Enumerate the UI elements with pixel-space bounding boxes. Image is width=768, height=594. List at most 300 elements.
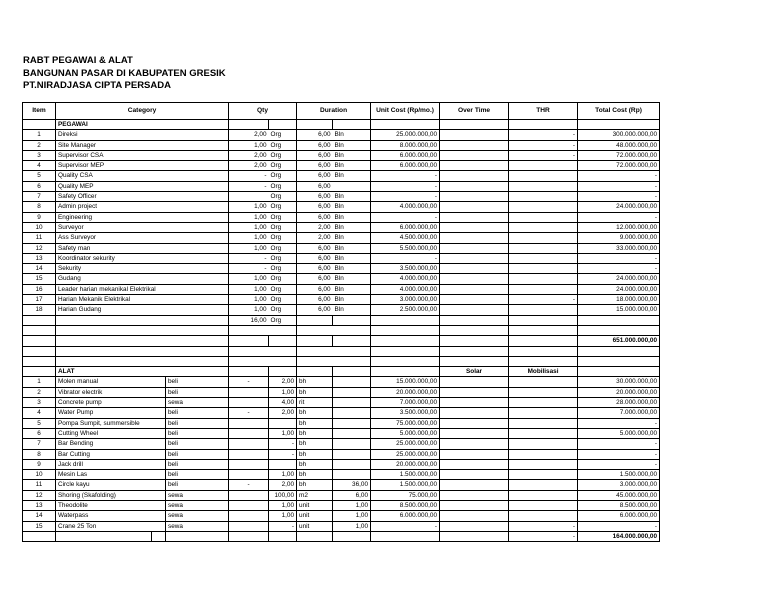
total-cost: - (578, 521, 660, 531)
header-thr: THR (509, 103, 578, 120)
qty-unit-cell (269, 325, 297, 335)
table-row (23, 439, 660, 449)
unit-cost: - (371, 253, 440, 263)
table-row (23, 264, 660, 274)
duration-value: 6,00 (297, 150, 333, 160)
qty-unit: Org (269, 150, 297, 160)
total-cost: - (578, 171, 660, 181)
qty-value (229, 192, 269, 202)
unit-cost: 2.500.000,00 (371, 305, 440, 315)
item-number: 5 (23, 171, 56, 181)
equipment-spacer (152, 449, 166, 459)
solar (440, 500, 509, 510)
duration-value: 6,00 (297, 305, 333, 315)
table-row (23, 161, 660, 171)
empty-cell (333, 315, 371, 325)
unit-cost: - (371, 192, 440, 202)
duration-unit: Bln (333, 284, 371, 294)
equipment-spacer (152, 387, 166, 397)
overtime-cell (440, 346, 509, 356)
thr (509, 305, 578, 315)
qty-unit: Org (269, 130, 297, 140)
solar-label: Solar (440, 367, 509, 377)
solar (440, 511, 509, 521)
empty-cell (371, 367, 440, 377)
total-cost: 33.000.000,00 (578, 243, 660, 253)
pegawai-section-row (23, 120, 660, 130)
qty-value: - (229, 264, 269, 274)
qty-b: 1,00 (269, 511, 297, 521)
item-cell (23, 120, 56, 130)
table-row (23, 192, 660, 202)
mobilisasi (509, 470, 578, 480)
category-name: Supervisor CSA (56, 150, 229, 160)
item-number: 5 (23, 418, 56, 428)
empty-cell (269, 367, 297, 377)
qty-a (229, 470, 269, 480)
equipment-spacer (152, 470, 166, 480)
duration-unit: Bln (333, 150, 371, 160)
qty-b: 2,00 (269, 377, 297, 387)
title-line-1: RABT PEGAWAI & ALAT (23, 55, 133, 66)
unit: m2 (297, 490, 333, 500)
table-row (23, 171, 660, 181)
total-cost: - (578, 449, 660, 459)
empty-cell (229, 367, 269, 377)
duration-value: 6,00 (297, 212, 333, 222)
total-cost: 7.000.000,00 (578, 408, 660, 418)
thr (509, 181, 578, 191)
table-row (23, 377, 660, 387)
acquisition-type: sewa (166, 398, 229, 408)
final-mobilisasi: - (509, 531, 578, 541)
equipment-name: Crane 25 Ton (56, 521, 152, 531)
qty-a: - (229, 408, 269, 418)
total-cost: 45.000.000,00 (578, 490, 660, 500)
thr: - (509, 130, 578, 140)
qty-unit: Org (269, 305, 297, 315)
qty-cell (229, 325, 269, 335)
overtime (440, 130, 509, 140)
qty-value: 1,00 (229, 212, 269, 222)
factor: 1,00 (333, 521, 371, 531)
duration-value: 6,00 (297, 130, 333, 140)
duration-value: 6,00 (297, 243, 333, 253)
qty-value: 1,00 (229, 243, 269, 253)
category-cell (56, 356, 229, 366)
total-cost: 1.500.000,00 (578, 470, 660, 480)
item-number: 14 (23, 264, 56, 274)
qty-value: - (229, 181, 269, 191)
qty-b: - (269, 521, 297, 531)
budget-table (22, 102, 660, 542)
category-cell (56, 315, 229, 325)
overtime (440, 233, 509, 243)
item-number: 1 (23, 130, 56, 140)
overtime (440, 284, 509, 294)
empty-cell (166, 531, 229, 541)
solar (440, 418, 509, 428)
total-cost: 72.000.000,00 (578, 161, 660, 171)
unit-cost: - (371, 212, 440, 222)
mobilisasi (509, 418, 578, 428)
duration-unit: Bln (333, 171, 371, 181)
category-name: Admin project (56, 202, 229, 212)
equipment-name: Molen manual (56, 377, 152, 387)
item-number: 11 (23, 480, 56, 490)
thr (509, 253, 578, 263)
qty-b: - (269, 449, 297, 459)
item-number: 8 (23, 449, 56, 459)
factor (333, 398, 371, 408)
duration-unit: Bln (333, 161, 371, 171)
empty-cell (333, 531, 371, 541)
mobilisasi (509, 439, 578, 449)
empty-cell (440, 336, 509, 346)
factor (333, 418, 371, 428)
mobilisasi (509, 511, 578, 521)
solar (440, 377, 509, 387)
table-row (23, 233, 660, 243)
table-row (23, 243, 660, 253)
unit: unit (297, 500, 333, 510)
equipment-name: Theodolite (56, 500, 152, 510)
total-cost: 28.000.000,00 (578, 398, 660, 408)
qty-value: 1,00 (229, 305, 269, 315)
total-cost: 72.000.000,00 (578, 150, 660, 160)
empty-cell (229, 336, 269, 346)
unit-cost: 20.000.000,00 (371, 459, 440, 469)
duration-cell (297, 325, 333, 335)
empty-cell (297, 367, 333, 377)
title-line-3: PT.NIRADJASA CIPTA PERSADA (23, 80, 171, 91)
qty-unit: Org (269, 181, 297, 191)
qty-unit: Org (269, 253, 297, 263)
overtime (440, 274, 509, 284)
equipment-name: Circle kayu (56, 480, 152, 490)
unit: unit (297, 511, 333, 521)
item-number: 2 (23, 387, 56, 397)
duration-cell (297, 346, 333, 356)
equipment-spacer (152, 480, 166, 490)
factor: 1,00 (333, 511, 371, 521)
category-name: Quality CSA (56, 171, 229, 181)
thr (509, 274, 578, 284)
total-cost: 24.000.000,00 (578, 274, 660, 284)
mobilisasi (509, 398, 578, 408)
qty-unit: Org (269, 192, 297, 202)
total-cost: - (578, 181, 660, 191)
total-cost: 8.500.000,00 (578, 500, 660, 510)
acquisition-type: beli (166, 470, 229, 480)
unit-cost: - (371, 521, 440, 531)
item-number: 8 (23, 202, 56, 212)
mobilisasi (509, 408, 578, 418)
item-number: 3 (23, 398, 56, 408)
unit: bh (297, 428, 333, 438)
total-cost: 3.000.000,00 (578, 480, 660, 490)
acquisition-type: beli (166, 459, 229, 469)
unit-cost: 25.000.000,00 (371, 449, 440, 459)
total-cost: - (578, 418, 660, 428)
unit-cost: 1.500.000,00 (371, 470, 440, 480)
thr: - (509, 295, 578, 305)
equipment-name: Concrete pump (56, 398, 152, 408)
table-row (23, 202, 660, 212)
duration-unit: Bln (333, 130, 371, 140)
mobilisasi (509, 377, 578, 387)
table-body (23, 103, 660, 542)
unit-cost: 6.000.000,00 (371, 511, 440, 521)
qty-unit: Org (269, 284, 297, 294)
unit-cost: - (371, 181, 440, 191)
solar (440, 470, 509, 480)
table-row (23, 500, 660, 510)
empty-cell (269, 531, 297, 541)
mobilisasi (509, 500, 578, 510)
empty-cell (333, 120, 371, 130)
unit-cost: 3.000.000,00 (371, 295, 440, 305)
header-overtime: Over Time (440, 103, 509, 120)
total-cost: - (578, 192, 660, 202)
mobilisasi (509, 459, 578, 469)
empty-cell (297, 531, 333, 541)
total-cost: - (578, 253, 660, 263)
equipment-name: Pompa Sumpit, summersible (56, 418, 152, 428)
table-row (23, 130, 660, 140)
qty-b: 1,00 (269, 387, 297, 397)
qty-unit: Org (269, 202, 297, 212)
unit: bh (297, 480, 333, 490)
duration-unit: Bln (333, 305, 371, 315)
duration-value: 2,00 (297, 222, 333, 232)
item-number: 17 (23, 295, 56, 305)
empty-cell (333, 336, 371, 346)
category-name: Safety Officer (56, 192, 229, 202)
thr: - (509, 140, 578, 150)
mobilisasi (509, 428, 578, 438)
duration-value: 6,00 (297, 202, 333, 212)
solar (440, 387, 509, 397)
qty-a (229, 418, 269, 428)
qty-unit: Org (269, 222, 297, 232)
duration-unit: Bln (333, 212, 371, 222)
qty-a (229, 511, 269, 521)
total-cost: - (578, 212, 660, 222)
thr: - (509, 150, 578, 160)
acquisition-type: beli (166, 428, 229, 438)
qty-a (229, 449, 269, 459)
qty-value: - (229, 253, 269, 263)
unit-cost: 4.000.000,00 (371, 202, 440, 212)
item-number: 10 (23, 470, 56, 480)
thr-cell (509, 356, 578, 366)
duration-value: 6,00 (297, 161, 333, 171)
item-number: 1 (23, 377, 56, 387)
item-number: 7 (23, 192, 56, 202)
category-name: Engineering (56, 212, 229, 222)
overtime (440, 150, 509, 160)
qty-unit: Org (269, 295, 297, 305)
item-number: 4 (23, 408, 56, 418)
qty-value: 1,00 (229, 274, 269, 284)
qty-value: 2,00 (229, 150, 269, 160)
unit-cost-cell (371, 346, 440, 356)
duration-cell (297, 356, 333, 366)
unit-cost: 4.000.000,00 (371, 274, 440, 284)
item-cell (23, 336, 56, 346)
pegawai-qty-total-row (23, 315, 660, 325)
item-cell (23, 325, 56, 335)
overtime (440, 295, 509, 305)
overtime (440, 140, 509, 150)
equipment-spacer (152, 521, 166, 531)
qty-a (229, 500, 269, 510)
header-unit-cost: Unit Cost (Rp/mo.) (371, 103, 440, 120)
table-row (23, 408, 660, 418)
empty-cell (371, 120, 440, 130)
unit-cost: 6.000.000,00 (371, 161, 440, 171)
mobilisasi (509, 490, 578, 500)
qty-b: 1,00 (269, 500, 297, 510)
acquisition-type: beli (166, 480, 229, 490)
overtime (440, 181, 509, 191)
qty-value: 1,00 (229, 140, 269, 150)
category-name: Ass Surveyor (56, 233, 229, 243)
factor (333, 408, 371, 418)
acquisition-type: beli (166, 387, 229, 397)
factor (333, 428, 371, 438)
mobilisasi: - (509, 521, 578, 531)
category-name: Gudang (56, 274, 229, 284)
header-duration: Duration (297, 103, 371, 120)
solar (440, 408, 509, 418)
duration-value: 6,00 (297, 171, 333, 181)
duration-unit: Bln (333, 192, 371, 202)
factor: 6,00 (333, 490, 371, 500)
item-number: 12 (23, 243, 56, 253)
qty-unit: Org (269, 274, 297, 284)
unit-cost: 1.500.000,00 (371, 480, 440, 490)
duration-unit-cell (333, 325, 371, 335)
empty-cell (229, 120, 269, 130)
acquisition-type: beli (166, 377, 229, 387)
equipment-spacer (152, 439, 166, 449)
unit-cost: 75.000,00 (371, 490, 440, 500)
duration-value: 6,00 (297, 295, 333, 305)
category-name: Supervisor MEP (56, 161, 229, 171)
section-label-pegawai: PEGAWAI (56, 120, 229, 130)
empty-cell (371, 531, 440, 541)
duration-unit: Bln (333, 202, 371, 212)
qty-b (269, 418, 297, 428)
overtime (440, 212, 509, 222)
unit-cost: - (371, 171, 440, 181)
qty-a (229, 459, 269, 469)
header-item: Item (23, 103, 56, 120)
thr (509, 222, 578, 232)
duration-value: 2,00 (297, 233, 333, 243)
blank-row (23, 356, 660, 366)
qty-b: 100,00 (269, 490, 297, 500)
qty-a (229, 439, 269, 449)
acquisition-type: sewa (166, 500, 229, 510)
category-cell (56, 325, 229, 335)
duration-unit (333, 181, 371, 191)
item-number: 6 (23, 428, 56, 438)
table-row (23, 140, 660, 150)
item-cell (23, 531, 56, 541)
total-cost: 300.000.000,00 (578, 130, 660, 140)
category-name: Safety man (56, 243, 229, 253)
equipment-name: Jack drill (56, 459, 152, 469)
empty-cell (269, 120, 297, 130)
unit-cost: 8.500.000,00 (371, 500, 440, 510)
qty-unit: Org (269, 243, 297, 253)
solar (440, 449, 509, 459)
qty-value: 1,00 (229, 233, 269, 243)
unit-cost: 6.000.000,00 (371, 222, 440, 232)
unit-cost: 3.500.000,00 (371, 264, 440, 274)
total-cost: 5.000.000,00 (578, 428, 660, 438)
empty-cell (440, 531, 509, 541)
overtime (440, 243, 509, 253)
duration-value: 6,00 (297, 264, 333, 274)
empty-cell (297, 336, 333, 346)
duration-unit: Bln (333, 274, 371, 284)
equipment-spacer (152, 398, 166, 408)
category-cell (56, 531, 152, 541)
qty-b: 1,00 (269, 428, 297, 438)
thr (509, 264, 578, 274)
pegawai-grand-total-row (23, 336, 660, 346)
item-number: 14 (23, 511, 56, 521)
mobilisasi (509, 387, 578, 397)
category-name: Koordinator sekurity (56, 253, 229, 263)
acquisition-type: sewa (166, 490, 229, 500)
qty-unit-cell (269, 356, 297, 366)
thr (509, 202, 578, 212)
total-cell (578, 346, 660, 356)
total-cost: - (578, 439, 660, 449)
category-name: Leader harian mekanikal Elektrikal (56, 284, 229, 294)
category-name: Surveyor (56, 222, 229, 232)
table-row (23, 459, 660, 469)
blank-row (23, 346, 660, 356)
factor (333, 377, 371, 387)
table-row (23, 511, 660, 521)
pegawai-grand-total: 651.000.000,00 (578, 336, 660, 346)
factor (333, 439, 371, 449)
thr (509, 243, 578, 253)
header-total-cost: Total Cost (Rp) (578, 103, 660, 120)
equipment-spacer (152, 511, 166, 521)
item-number: 3 (23, 150, 56, 160)
unit: bh (297, 459, 333, 469)
total-cost: 6.000.000,00 (578, 511, 660, 521)
duration-unit: Bln (333, 295, 371, 305)
empty-cell (578, 120, 660, 130)
unit-cost: 25.000.000,00 (371, 439, 440, 449)
unit-cost-cell (371, 325, 440, 335)
table-row (23, 398, 660, 408)
unit: rit (297, 398, 333, 408)
thr (509, 212, 578, 222)
empty-cell (509, 120, 578, 130)
qty-total: 16,00 (229, 315, 269, 325)
item-number: 10 (23, 222, 56, 232)
qty-unit: Org (269, 140, 297, 150)
